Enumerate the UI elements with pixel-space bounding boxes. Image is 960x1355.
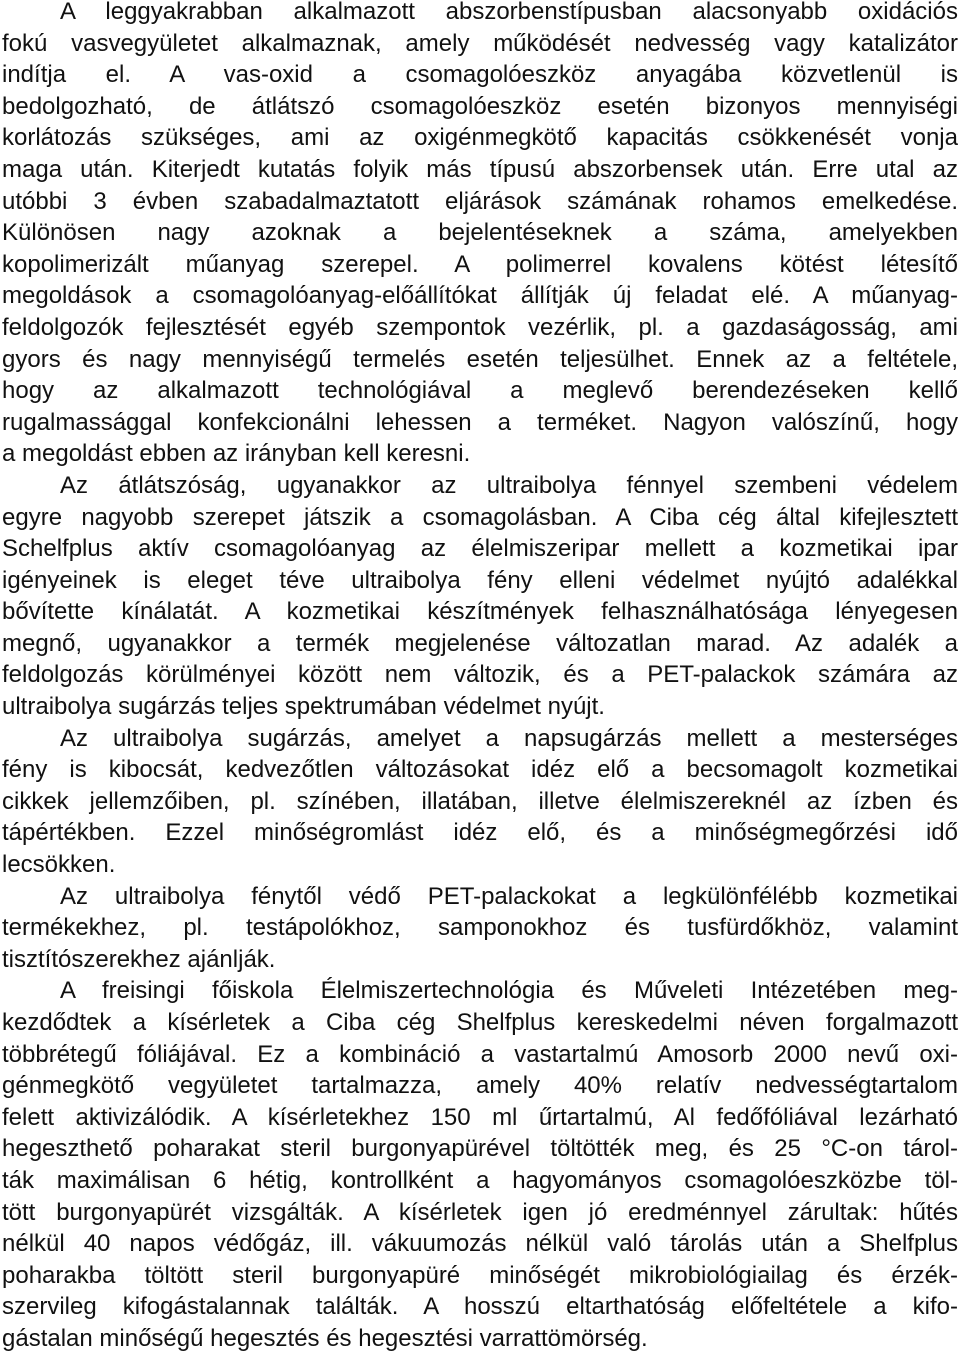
- text-line: feldolgozás körülményei között nem változik, és a PET-palackok számára az: [2, 661, 958, 689]
- paragraph: [2, 470, 958, 723]
- text-line: indítja el. A vas-oxid a csomagolóeszköz anyagába közvetlenül is: [2, 61, 958, 89]
- text-line: Az ultraibolya sugárzás, amelyet a napsugárzás mellett a mesterséges: [60, 724, 958, 752]
- text-line: cikkek jellemzőiben, pl. színében, illatában, illetve élelmiszereknél az ízben és: [2, 787, 958, 815]
- text-line: megoldások a csomagolóanyag-előállítókat állítják új feladat elé. A műanyag-: [2, 282, 958, 310]
- text-line: többrétegű fóliájával. Ez a kombináció a vastartalmú Amosorb 2000 nevű oxi-: [2, 1040, 958, 1068]
- text-line: tápértékben. Ezzel minőségromlást idéz elő, és a minőségmegőrzési idő: [2, 819, 958, 847]
- text-line: poharakba töltött steril burgonyapüré minőségét mikrobiológiailag és érzék-: [2, 1261, 958, 1289]
- text-line: Az ultraibolya fénytől védő PET-palackokat a legkülönfélébb kozmetikai: [60, 882, 958, 910]
- text-line: bővítette kínálatát. A kozmetikai készítmények felhasználhatósága lényegesen: [2, 598, 958, 626]
- text-line: nélkül 40 napos védőgáz, ill. vákuumozás nélkül való tárolás után a Shelfplus: [2, 1230, 958, 1258]
- text-line: korlátozás szükséges, ami az oxigénmegkötő kapacitás csökkenését vonja: [2, 124, 958, 152]
- text-line: tisztítószerekhez ajánlják.: [2, 945, 276, 973]
- text-line: tött burgonyapürét vizsgálták. A kísérletek igen jó eredménnyel zárultak: hűtés: [2, 1198, 958, 1226]
- text-line: kezdődtek a kísérletek a Ciba cég Shelfplus kereskedelmi néven forgalmazott: [2, 1009, 958, 1036]
- text-line: ták maximálisan 6 hétig, kontrollként a hagyományos csomagolóeszközbe töl-: [2, 1166, 958, 1194]
- text-line: génmegkötő vegyületet tartalmazza, amely 40% relatív nedvességtartalom: [2, 1072, 958, 1100]
- text-line: gástalan minőségű hegesztés és hegesztési varrattömörség.: [2, 1324, 648, 1352]
- text-line: megnő, ugyanakkor a termék megjelenése változatlan marad. Az adalék a: [2, 629, 958, 657]
- text-line: szervileg kifogástalannak találták. A hosszú eltarthatóság előfeltétele a kifo-: [2, 1293, 958, 1321]
- paragraph: [2, 881, 958, 976]
- text-line: maga után. Kiterjedt kutatás folyik más típusú abszorbensek után. Erre utal az: [2, 155, 958, 183]
- text-line: hogy az alkalmazott technológiával a meglevő berendezéseken kellő: [2, 377, 958, 405]
- text-line: termékekhez, pl. testápolókhoz, samponokhoz és tusfürdőkhöz, valamint: [2, 914, 958, 942]
- paragraph: [2, 975, 958, 1354]
- text-line: A leggyakrabban alkalmazott abszorbenstípusban alacsonyabb oxidációs: [60, 0, 958, 25]
- text-line: ultraibolya sugárzás teljes spektrumában védelmet nyújt.: [2, 693, 605, 721]
- text-line: egyre nagyobb szerepet játszik a csomagolásban. A Ciba cég által kifejlesztett: [2, 503, 958, 531]
- text-line: Schelfplus aktív csomagolóanyag az élelmiszeripar mellett a kozmetikai ipar: [2, 535, 958, 563]
- text-line: kopolimerizált műanyag szerepel. A polimerrel kovalens kötést létesítő: [2, 250, 958, 278]
- text-line: A freisingi főiskola Élelmiszertechnológia és Műveleti Intézetében meg-: [60, 977, 958, 1005]
- text-line: a megoldást ebben az irányban kell keresni.: [2, 440, 471, 468]
- text-line: gyors és nagy mennyiségű termelés esetén teljesülhet. Ennek az a feltétele,: [2, 345, 958, 373]
- paragraph: [2, 723, 958, 881]
- text-line: igényeinek is eleget téve ultraibolya fény elleni védelmet nyújtó adalékkal: [2, 566, 958, 594]
- text-line: feldolgozók fejlesztését egyéb szempontok vezérlik, pl. a gazdaságosság, ami: [2, 313, 958, 341]
- text-line: lecsökken.: [2, 851, 116, 879]
- text-line: hegeszthető poharakat steril burgonyapürével töltötték meg, és 25 °C-on tárol-: [2, 1135, 958, 1163]
- text-line: Az átlátszóság, ugyanakkor az ultraibolya fénnyel szembeni védelem: [60, 471, 958, 499]
- text-line: rugalmassággal konfekcionálni lehessen a terméket. Nagyon valószínű, hogy: [2, 408, 958, 436]
- text-line: felett aktivizálódik. A kísérletekhez 150 ml űrtartalmú, Al fedőfóliával lezárható: [2, 1103, 958, 1131]
- text-line: bedolgozható, de átlátszó csomagolóeszköz esetén bizonyos mennyiségi: [2, 92, 958, 120]
- text-line: utóbbi 3 évben szabadalmaztatott eljárások számának rohamos emelkedése.: [2, 187, 958, 215]
- text-line: fény is kibocsát, kedvezőtlen változásokat idéz elő a becsomagolt kozmetikai: [2, 756, 958, 784]
- text-line: Különösen nagy azoknak a bejelentéseknek a száma, amelyekben: [2, 219, 958, 247]
- paragraph: [2, 0, 958, 470]
- text-line: fokú vasvegyületet alkalmaznak, amely működését nedvesség vagy katalizátor: [2, 29, 958, 57]
